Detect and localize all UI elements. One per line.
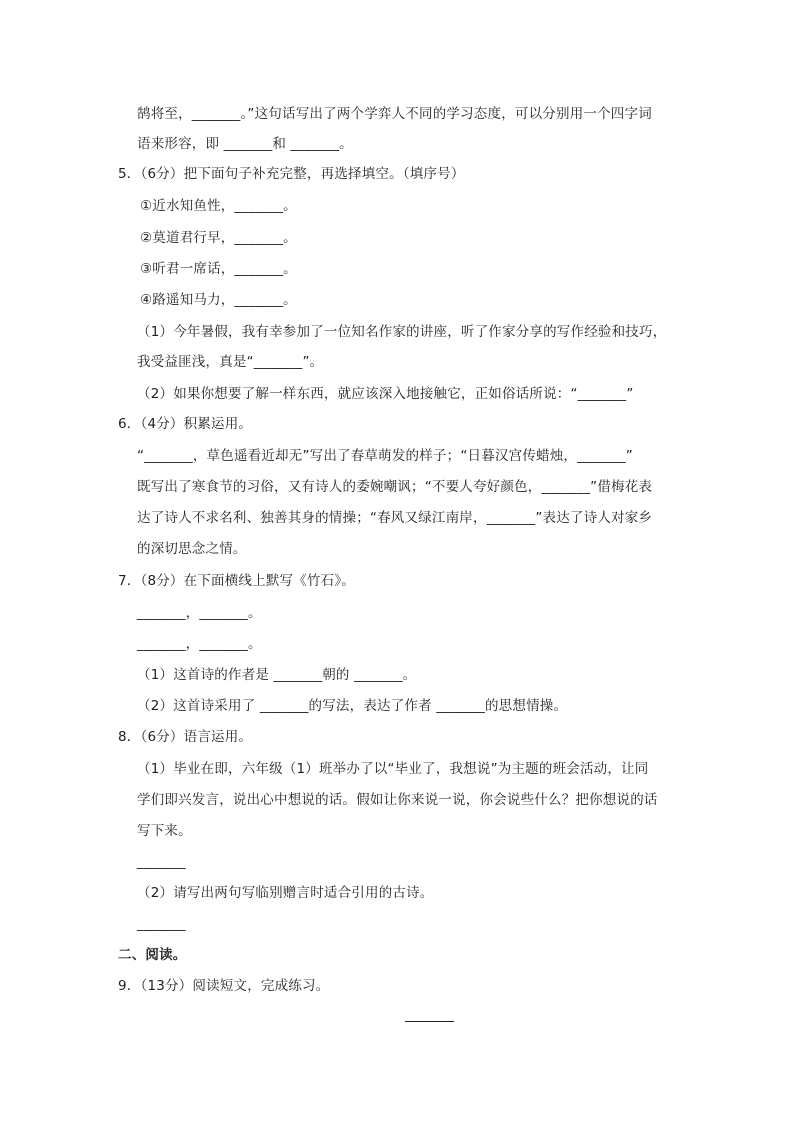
q5-item-3: ③听君一席话，_______。 [140,261,297,277]
q5-item-1: ①近水知鱼性，_______。 [140,198,297,214]
q7-poem-blank-2: _______，_______。 [137,636,262,652]
q6-line-2: 既写出了寒食节的习俗，又有诗人的委婉嘲讽；“不要人夸好颜色，_______”借梅花表 [137,479,653,495]
q9-stem: 9．（13分）阅读短文，完成练习。 [118,978,330,994]
q7-sub2: （2）这首诗采用了 _______的写法，表达了作者 _______的思想情操。 [137,698,568,714]
q7-poem-blank-1: _______，_______。 [137,605,262,621]
q4-line-2: 语来形容，即 _______和 _______。 [137,136,353,152]
q5-stem: 5．（6分）把下面句子补充完整，再选择填空。（填序号） [118,166,465,182]
q8-answer-line-1: _______ [137,854,186,870]
q7-sub1: （1）这首诗的作者是 _______朝的 _______。 [137,667,417,683]
q6-stem: 6．（4分）积累运用。 [118,416,253,432]
q8-sub2: （2）请写出两句写临别赠言时适合引用的古诗。 [137,885,434,901]
section-2-title: 二、阅读。 [118,947,187,963]
page-footer-rule [405,1021,454,1022]
q5-sub1-line-1: （1）今年暑假，我有幸参加了一位知名作家的讲座，听了作家分享的写作经验和技巧， [137,324,667,340]
q5-sub1-line-2: 我受益匪浅，真是“_______”。 [137,354,324,370]
q6-line-4: 的深切思念之情。 [137,541,247,557]
q5-item-4: ④路遥知马力，_______。 [140,292,297,308]
q4-line-1: 鹄将至，_______。”这句话写出了两个学弈人不同的学习态度，可以分别用一个四字词 [137,106,652,122]
q8-sub1-line-2: 学们即兴发言，说出心中想说的话。假如让你来说一说，你会说些什么？把你想说的话 [137,792,658,808]
q8-sub1-line-3: 写下来。 [137,823,192,839]
q5-item-2: ②莫道君行早，_______。 [140,230,297,246]
q5-sub2: （2）如果你想要了解一样东西，就应该深入地接触它，正如俗话所说：“_______” [137,386,634,402]
q8-sub1-line-1: （1）毕业在即，六年级（1）班举办了以“毕业了，我想说”为主题的班会活动，让同 [137,761,649,777]
q8-answer-line-2: _______ [137,916,186,932]
q8-stem: 8．（6分）语言运用。 [118,729,253,745]
q7-stem: 7．（8分）在下面横线上默写《竹石》。 [118,573,355,589]
q6-line-1: “_______，草色遥看近却无”写出了春草萌发的样子；“日暮汉宫传蜡烛，_______” [137,448,633,464]
q6-line-3: 达了诗人不求名利、独善其身的情操；“春风又绿江南岸，_______”表达了诗人对家乡 [137,510,653,526]
